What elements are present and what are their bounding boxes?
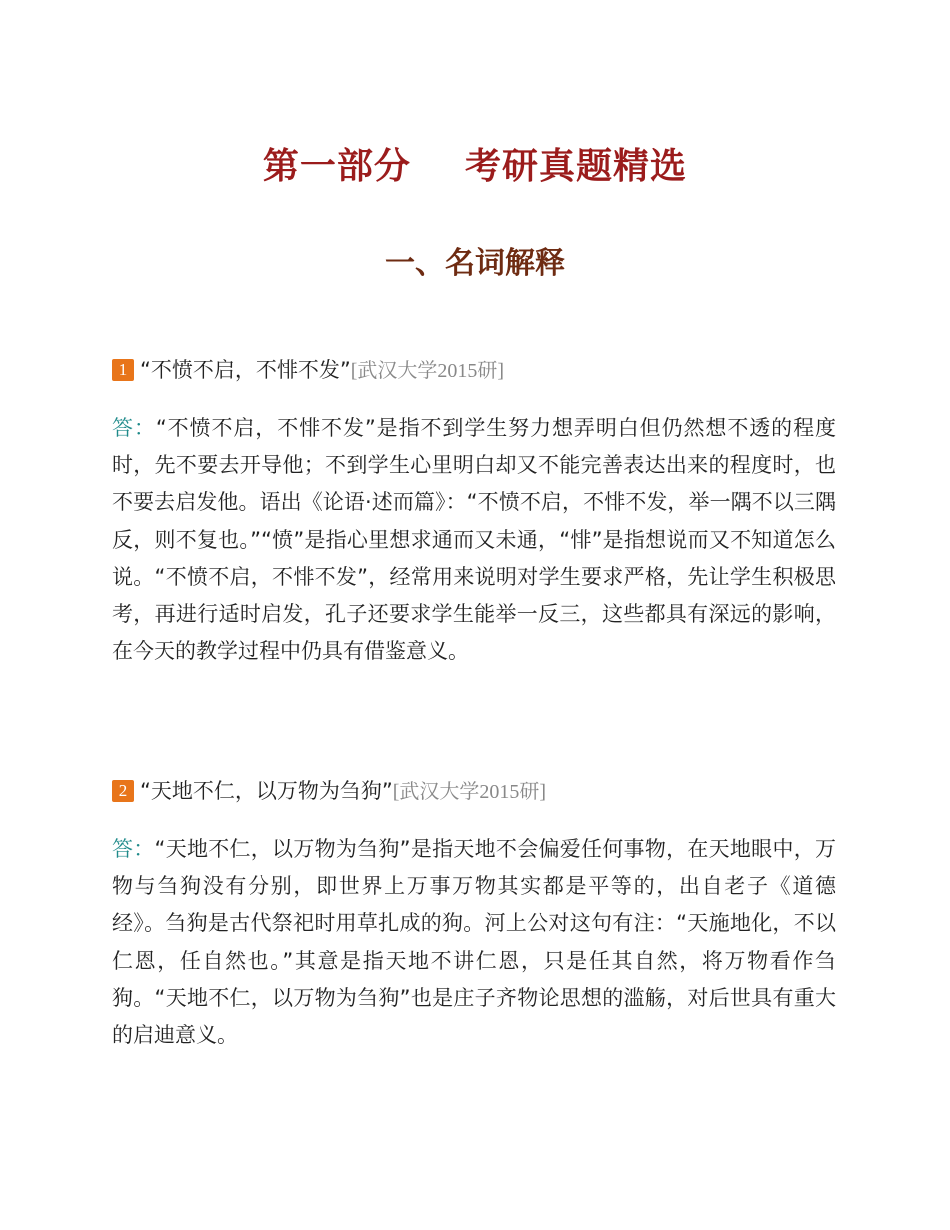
question-2 <box>112 776 842 807</box>
question-number-badge: 1 <box>112 359 134 381</box>
answer-label: 答： <box>112 837 155 861</box>
question-source: [武汉大学2015研] <box>392 781 547 803</box>
question-1 <box>112 355 842 386</box>
answer-text: “不愤不启，不悱不发”是指不到学生努力想弄明白但仍然想不透的程度时，先不要去开导他；不到学生心里明白却又不能完善表达出来的程度时，也不要去启发他。语出《论语·述而篇》：“不愤不启，不悱不发，举一隅不以三隅反，则不复也。”“愤”是指心里想求通而又未通，“悱”是指想说而又不知道怎么说。“不愤不启，不悱不发”，经常用来说明对学生要求严格，先让学生积极思考，再进行适时启发，孔子还要求学生能举一反三，这些都具有深远的影响，在今天的教学过程中仍具有借鉴意义。 <box>112 416 837 664</box>
question-source: [武汉大学2015研] <box>350 360 505 382</box>
answer-label: 答： <box>112 416 156 440</box>
part-title: 第一部分 考研真题精选 <box>262 146 688 187</box>
question-number-badge: 2 <box>112 780 134 802</box>
answer-text: “天地不仁，以万物为刍狗”是指天地不会偏爱任何事物，在天地眼中，万物与刍狗没有分别，即世界上万事万物其实都是平等的，出自老子《道德经》。刍狗是古代祭祀时用草扎成的狗。河上公对这句有注：“天施地化，不以仁恩，任自然也。”其意是指天地不讲仁恩，只是任其自然，将万物看作刍狗。“天地不仁，以万物为刍狗”也是庄子齐物论思想的滥觞，对后世具有重大的启迪意义。 <box>112 837 836 1048</box>
question-term: “不愤不启，不悱不发” <box>140 358 351 382</box>
answer-1 <box>112 410 836 670</box>
answer-2 <box>112 831 836 1054</box>
section-title: 一、名词解释 <box>385 246 565 281</box>
question-term: “天地不仁，以万物为刍狗” <box>140 779 393 803</box>
